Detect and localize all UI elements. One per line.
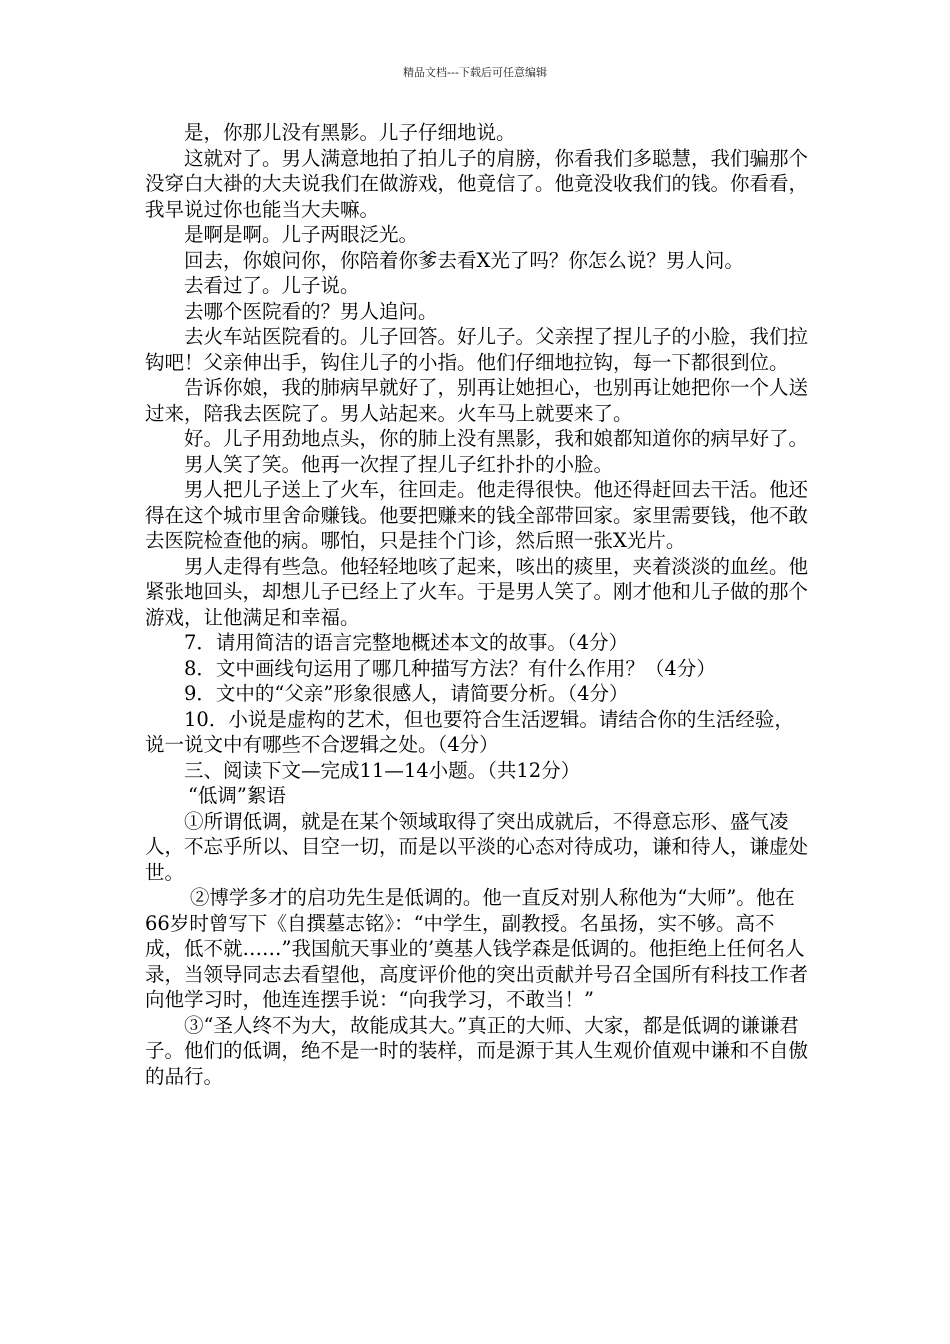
section-heading: 三、阅读下文—完成11—14小题。（共12分）: [184, 758, 581, 782]
paragraph: 去火车站医院看的。儿子回答。好儿子。父亲捏了捏儿子的小脸，我们拉钩吧！父亲伸出手，钩住儿子的小指。他们仔细地拉钩，每一下都很到位。: [145, 325, 809, 374]
page-header: 精品文档---下载后可任意编辑: [403, 66, 547, 79]
paragraph: 男人走得有些急。他轻轻地咳了起来，咳出的痰里，夹着淡淡的血丝。他紧张地回头，却想儿子已经上了火车。于是男人笑了。刚才他和儿子做的那个游戏，让他满足和幸福。: [145, 554, 809, 629]
paragraph: ①所谓低调，就是在某个领域取得了突出成就后，不得意忘形、盛气凌人，不忘乎所以、目空一切，而是以平淡的心态对待成功，谦和待人，谦虚处世。: [145, 809, 809, 884]
question-8: 8．文中画线句运用了哪几种描写方法？有什么作用？（4分）: [184, 656, 716, 680]
paragraph: 回去，你娘问你，你陪着你爹去看X光了吗？你怎么说？男人问。: [184, 248, 744, 272]
question-9: 9．文中的“父亲”形象很感人，请简要分析。（4分）: [184, 682, 629, 705]
paragraph: 去看过了。儿子说。: [184, 274, 360, 297]
paragraph: 是啊是啊。儿子两眼泛光。: [184, 223, 419, 246]
paragraph: ③“圣人终不为大，故能成其大。”真正的大师、大家，都是低调的谦谦君子。他们的低调，绝不是一时的装样，而是源于其人生观价值观中谦和不自傲的品行。: [145, 1013, 809, 1088]
paragraph: 告诉你娘，我的肺病早就好了，别再让她担心，也别再让她把你一个人送过来，陪我去医院了。男人站起来。火车马上就要来了。: [145, 376, 809, 425]
paragraph: 男人把儿子送上了火车，往回走。他走得很快。他还得赶回去干活。他还得在这个城市里舍命赚钱。他要把赚来的钱全部带回家。家里需要钱，他不敢去医院检查他的病。哪怕，只是挂个门诊，然后照一张X光片。: [145, 478, 809, 552]
paragraph: ②博学多才的启功先生是低调的。他一直反对别人称他为“大师”。他在66岁时曾写下《自撰墓志铭》：“中学生，副教授。名虽扬，实不够。高不成，低不就……”我国航天事业的’奠基人钱学森是低调的。他拒绝上任何名人录，当领导同志去看望他，高度评价他的突出贡献并号召全国所有科技工作者向他学习时，他连连摆手说：“向我学习，不敢当！”: [145, 886, 809, 1011]
paragraph: 这就对了。男人满意地拍了拍儿子的肩膀，你看我们多聪慧，我们骗那个没穿白大褂的大夫说我们在做游戏，他竟信了。他竟没收我们的钱。你看看，我早说过你也能当大夫嘛。: [145, 146, 809, 221]
paragraph: 男人笑了笑。他再一次捏了捏儿子红扑扑的小脸。: [184, 452, 614, 476]
question-7: 7．请用简洁的语言完整地概述本文的故事。（4分）: [184, 631, 629, 654]
paragraph: 好。儿子用劲地点头，你的肺上没有黑影，我和娘都知道你的病早好了。: [184, 427, 809, 450]
paragraph: 是，你那儿没有黑影。儿子仔细地说。: [184, 121, 516, 144]
question-10: 10．小说是虚构的艺术，但也要符合生活逻辑。请结合你的生活经验，说一说文中有哪些不合逻辑之处。（4分）: [145, 707, 794, 756]
article-title: “低调”絮语: [187, 784, 286, 807]
paragraph: 去哪个医院看的？男人追问。: [184, 299, 438, 323]
document-body: [145, 120, 813, 1089]
